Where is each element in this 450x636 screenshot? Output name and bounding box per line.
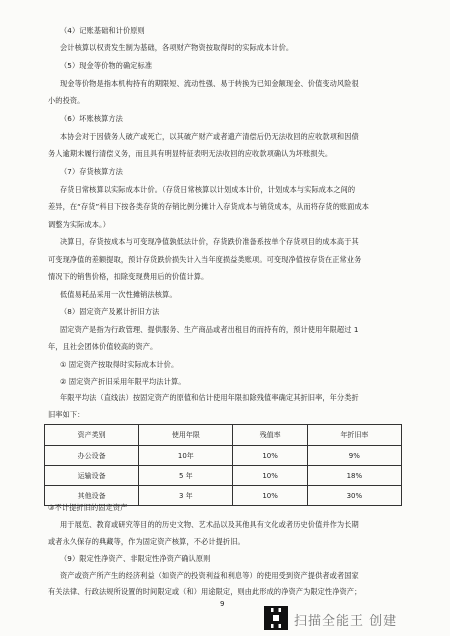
table-cell: 10% xyxy=(233,446,307,466)
section-heading: （4）记账基础和计价原则 xyxy=(60,26,145,35)
watermark-text: 扫描全能王 创建 xyxy=(294,614,398,629)
paragraph-line: 差异，在“存货”科目下按各类存货的存销比例分摊计入存货成本与销货成本，从而将存货的账面成本 xyxy=(48,202,370,211)
table-header-cell: 使用年限 xyxy=(139,425,233,446)
paragraph-line: 有关法律、行政法规所设置的时间限定或（和）用途限定，则由此形成的净资产为限定性净资产； xyxy=(48,587,362,596)
table-row xyxy=(45,466,402,486)
paragraph-line: 情况下的销售价格，扣除变现费用后的价值计算。 xyxy=(48,272,209,281)
table-cell: 5 年 xyxy=(139,466,233,486)
section-heading: （9）限定性净资产、非限定性净资产确认原则 xyxy=(60,554,211,563)
table-cell: 30% xyxy=(307,486,401,506)
table-cell: 10% xyxy=(233,466,307,486)
paragraph-line: 低值易耗品采用一次性摊销法核算。 xyxy=(60,290,177,299)
paragraph-line: 资产或资产所产生的经济利益（如资产的投资利益和利息等）的使用受到资产提供者或者国家 xyxy=(60,571,359,580)
qr-code-icon xyxy=(264,606,288,630)
paragraph-line: 年限平均法（直线法）按固定资产的原值和估计使用年限扣除残值率确定其折旧率，年分类折 xyxy=(60,393,359,402)
table-header-cell: 残值率 xyxy=(233,425,307,446)
paragraph-line: 年，且社会团体价值较高的资产。 xyxy=(48,342,158,351)
table-cell: 18% xyxy=(307,466,401,486)
table-cell: 10年 xyxy=(139,446,233,466)
table-cell: 运输设备 xyxy=(45,466,139,486)
table-cell: 3 年 xyxy=(139,486,233,506)
paragraph-line: 会计核算以权责发生制为基础，各项财产物资按取得时的实际成本计价。 xyxy=(60,43,294,52)
paragraph-line: 旧率如下： xyxy=(48,410,85,419)
section-heading: （7）存货核算方法 xyxy=(60,167,123,176)
table-cell: 其他设备 xyxy=(45,486,139,506)
paragraph-line: 务人逾期未履行清偿义务，而且具有明显特征表明无法收回的应收款项确认为坏账损失。 xyxy=(48,149,333,158)
paragraph-line: 用于展览、教育或研究等目的的历史文物、艺术品以及其他具有文化或者历史价值并作为长期 xyxy=(60,520,359,529)
paragraph-line: 决算日，存货按成本与可变现净值孰低法计价，存货跌价准备系按单个存货项目的成本高于其 xyxy=(60,237,359,246)
paragraph-line: 固定资产是指为行政管理、提供服务、生产商品或者出租目的而持有的，预计使用年限超过 1 xyxy=(60,325,359,334)
table-header-cell: 资产类别 xyxy=(45,425,139,446)
page-number: 9 xyxy=(220,600,225,608)
table-row xyxy=(45,446,402,466)
paragraph-line: 或者永久保存的典藏等，作为固定资产核算，不必计提折旧。 xyxy=(48,537,245,546)
paragraph-line: 小的投资。 xyxy=(48,96,85,105)
table-header-row xyxy=(45,425,402,446)
list-item: ① 固定资产按取得时实际成本计价。 xyxy=(60,360,179,369)
list-item: ② 固定资产折旧采用年限平均法计算。 xyxy=(60,377,186,386)
section-heading: （8）固定资产及累计折旧方法 xyxy=(60,307,160,316)
section-heading: （5）现金等价物的确定标准 xyxy=(60,61,153,70)
section-heading: ③不计提折旧的固定资产 xyxy=(48,503,128,512)
paragraph-line: 调整为实际成本。） xyxy=(48,220,110,229)
paragraph-line: 现金等价物是指本机构持有的期限短、流动性强、易于转换为已知金额现金、价值变动风险很 xyxy=(60,79,359,88)
paragraph-line: 本协会对于因债务人破产或死亡，以其破产财产或者遗产清偿后仍无法收回的应收款项和因债 xyxy=(60,132,359,141)
section-heading: （6）坏账核算方法 xyxy=(60,114,123,123)
table-cell: 10% xyxy=(233,486,307,506)
table-header-cell: 年折旧率 xyxy=(307,425,401,446)
table-cell: 9% xyxy=(307,446,401,466)
table-cell: 办公设备 xyxy=(45,446,139,466)
paragraph-line: 存货日常核算以实际成本计价。（存货日常核算以计划成本计价，计划成本与实际成本之间的 xyxy=(60,185,356,194)
depreciation-table xyxy=(44,424,402,506)
paragraph-line: 可变现净值的差额提取，预计存货跌价损失计入当年度损益类账项。可变现净值按存货在正常业务 xyxy=(48,255,362,264)
